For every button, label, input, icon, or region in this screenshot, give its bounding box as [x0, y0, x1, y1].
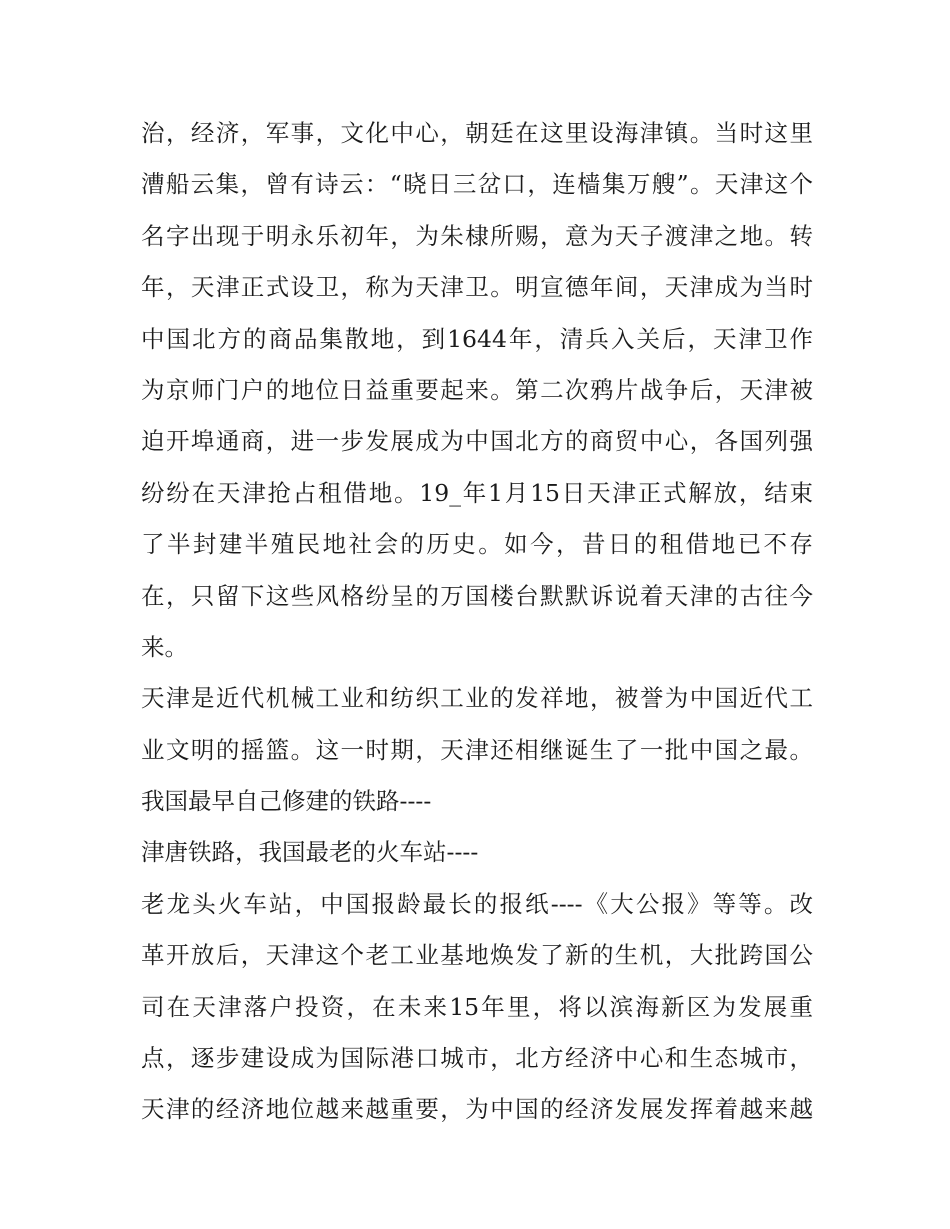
text-line-3: 名字出现于明永乐初年，为朱棣所赐，意为天子渡津之地。转	[141, 221, 813, 250]
text-line-5: 中国北方的商品集散地，到1644年，清兵入关后，天津卫作	[141, 324, 813, 353]
text-line-9: 了半封建半殖民地社会的历史。如今，昔日的租借地已不存	[141, 530, 813, 559]
text-line-11: 来。	[141, 632, 188, 661]
text-line-8: 纷纷在天津抢占租借地。19_年1月15日天津正式解放，结束	[141, 478, 813, 507]
text-line-18: 司在天津落户投资，在未来15年里，将以滨海新区为发展重	[141, 992, 813, 1021]
text-line-14: 我国最早自己修建的铁路----	[141, 787, 432, 816]
text-line-20: 天津的经济地位越来越重要，为中国的经济发展发挥着越来越	[141, 1095, 813, 1124]
text-line-17: 革开放后，天津这个老工业基地焕发了新的生机，大批跨国公	[141, 941, 813, 970]
text-line-2: 漕船云集，曾有诗云：“晓日三岔口，连樯集万艘”。天津这个	[141, 170, 813, 199]
text-line-16: 老龙头火车站，中国报龄最长的报纸----《大公报》等等。改	[141, 889, 813, 918]
text-line-13: 业文明的摇篮。这一时期，天津还相继诞生了一批中国之最。	[141, 735, 813, 764]
text-line-15: 津唐铁路，我国最老的火车站----	[141, 838, 479, 867]
text-line-1: 治，经济，军事，文化中心，朝廷在这里设海津镇。当时这里	[141, 119, 813, 147]
text-line-4: 年，天津正式设卫，称为天津卫。明宣德年间，天津成为当时	[141, 273, 813, 302]
text-line-6: 为京师门户的地位日益重要起来。第二次鸦片战争后，天津被	[141, 375, 813, 404]
text-line-19: 点，逐步建设成为国际港口城市，北方经济中心和生态城市，	[141, 1044, 813, 1073]
text-line-10: 在，只留下这些风格纷呈的万国楼台默默诉说着天津的古往今	[141, 581, 813, 610]
text-line-12: 天津是近代机械工业和纺织工业的发祥地，被誉为中国近代工	[141, 684, 813, 713]
body-text	[141, 108, 813, 1136]
text-line-7: 迫开埠通商，进一步发展成为中国北方的商贸中心，各国列强	[141, 427, 813, 456]
